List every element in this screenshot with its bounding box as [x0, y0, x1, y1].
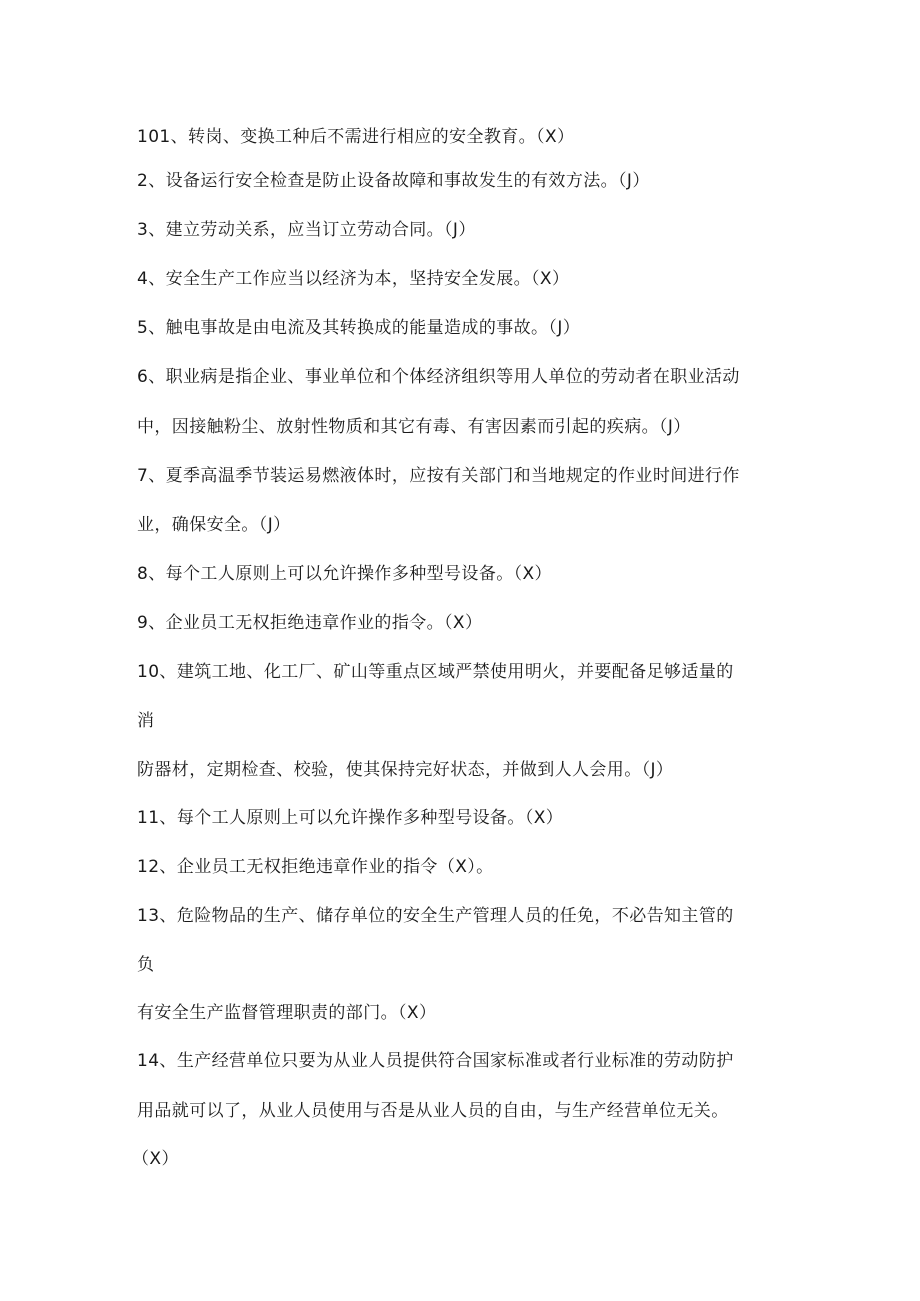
text-line: 防器材，定期检查、校验，使其保持完好状态，并做到人人会用。（J）: [137, 760, 674, 780]
text-line: 7、夏季高温季节装运易燃液体时，应按有关部门和当地规定的作业时间进行作: [137, 466, 740, 486]
text-line: 3、建立劳动关系，应当订立劳动合同。（J）: [137, 220, 476, 240]
text-line: 有安全生产监督管理职责的部门。（X）: [137, 1003, 437, 1023]
text-line: 11、每个工人原则上可以允许操作多种型号设备。（X）: [137, 808, 564, 828]
text-line: 消: [137, 711, 155, 731]
text-line: 用品就可以了，从业人员使用与否是从业人员的自由，与生产经营单位无关。: [137, 1101, 729, 1121]
text-line: 101、转岗、变换工种后不需进行相应的安全教育。（X）: [137, 127, 575, 147]
text-line: 负: [137, 955, 155, 975]
text-line: 8、每个工人原则上可以允许操作多种型号设备。（X）: [137, 564, 552, 584]
text-line: 中，因接触粉尘、放射性物质和其它有毒、有害因素而引起的疾病。（J）: [137, 417, 691, 437]
text-line: 9、企业员工无权拒绝违章作业的指令。（X）: [137, 613, 483, 633]
text-line: 2、设备运行安全检查是防止设备故障和事故发生的有效方法。（J）: [137, 171, 650, 191]
text-line: 5、触电事故是由电流及其转换成的能量造成的事故。（J）: [137, 318, 581, 338]
text-line: 12、企业员工无权拒绝违章作业的指令（X）。: [137, 857, 494, 877]
text-line: 13、危险物品的生产、储存单位的安全生产管理人员的任免，不必告知主管的: [137, 906, 734, 926]
text-line: 业，确保安全。（J）: [137, 515, 291, 535]
text-line: （X）: [132, 1149, 179, 1169]
text-line: 14、生产经营单位只要为从业人员提供符合国家标准或者行业标准的劳动防护: [137, 1051, 734, 1071]
text-line: 4、安全生产工作应当以经济为本，坚持安全发展。（X）: [137, 269, 570, 289]
text-line: 10、建筑工地、化工厂、矿山等重点区域严禁使用明火，并要配备足够适量的: [137, 662, 734, 682]
text-line: 6、职业病是指企业、事业单位和个体经济组织等用人单位的劳动者在职业活动: [137, 367, 740, 387]
